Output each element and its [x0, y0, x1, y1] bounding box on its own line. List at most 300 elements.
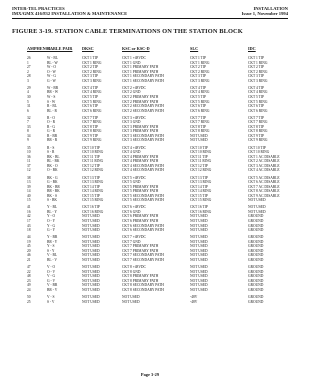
table-cell: NOT USED — [82, 287, 100, 292]
table-cell: GROUND — [248, 244, 264, 249]
table-cell: NOT USED — [82, 244, 100, 249]
table-cell: NOT USED — [190, 283, 208, 288]
table-cell: CKT 4 RING — [82, 90, 102, 95]
table-cell: CKT 1 TIP — [82, 56, 99, 60]
table-header — [12, 46, 288, 56]
table-cell: CKT 4 TIP — [190, 85, 207, 90]
table-cell: CKT 15 TIP — [190, 193, 208, 198]
table-cell: CKT 7 TIP — [82, 115, 99, 120]
table-row — [12, 300, 288, 305]
table-cell: CKT 2 +48VDC — [122, 85, 146, 90]
table-cell: S - W — [47, 99, 56, 104]
table-cell: 8 — [27, 129, 29, 134]
table-cell: NOT USED — [190, 269, 208, 274]
table-cell: BK - S — [47, 193, 57, 198]
column-header-idc: IDC — [248, 46, 256, 51]
column-header-ksc: KSC or KSC-D — [122, 46, 150, 51]
table-cell: CKT 13 RING — [190, 180, 212, 185]
table-cell: CKT 1 SECONDARY PATH — [122, 74, 164, 79]
table-cell: CKT 3 TIP — [82, 74, 99, 79]
table-cell: W - O — [47, 65, 56, 70]
table-cell: CKT 8 RING — [248, 129, 268, 134]
table-cell: NOT USED — [82, 257, 100, 262]
table-cell: CKT 16 RING — [190, 209, 212, 214]
table-cell: Y - BR — [47, 235, 58, 240]
table-row — [12, 228, 288, 233]
table-row — [12, 168, 288, 173]
table-cell: CKT 13 TIP — [190, 175, 208, 180]
table-cell: CKT 13 RING — [82, 180, 104, 185]
table-cell: 46 — [27, 253, 31, 258]
table-cell: BK - BL — [47, 154, 60, 159]
table-cell: 30 — [27, 94, 31, 99]
table-cell: GROUND — [248, 253, 264, 258]
table-cell: CKT 3 PRIMARY PATH — [122, 129, 159, 134]
table-row — [12, 288, 288, 293]
table-cell: BR - BK — [47, 189, 60, 194]
table-cell: CKT 2 SECONDARY PATH — [122, 104, 164, 109]
table-cell: CKT 4 GND — [122, 150, 141, 155]
table-cell: CKT 14 RING — [82, 189, 104, 194]
table-cell: 41 — [27, 205, 31, 210]
table-cell: CKT 1 PRIMARY PATH — [122, 69, 159, 74]
table-cell: G - R — [47, 129, 55, 134]
table-cell: CKT 11 TIP — [190, 154, 208, 159]
table-cell: 12 — [27, 168, 31, 173]
issue-date: Issue 1, November 1994 — [241, 11, 288, 17]
column-header-amphenol: AMPHENOL — [27, 46, 52, 51]
table-cell: NOT USED — [82, 235, 100, 240]
table-cell: S - Y — [47, 248, 55, 253]
header-right — [242, 6, 288, 17]
table-cell: CKT 1 GND — [122, 60, 141, 65]
table-cell: CKT 2 PRIMARY PATH — [122, 94, 159, 99]
table-cell: CKT 4 RING — [248, 90, 268, 95]
table-cell: 17 — [27, 219, 31, 224]
table-cell: CKT 1 SECONDARY PATH — [122, 78, 164, 83]
table-cell: S - R — [47, 150, 55, 155]
table-cell: NOT USED — [82, 214, 100, 219]
table-cell: CKT 8 GND — [122, 269, 141, 274]
table-cell: Y - S — [47, 244, 55, 249]
table-cell: Y - O — [47, 214, 56, 219]
table-cell: CKT 3 RING — [248, 78, 268, 83]
table-cell: NOT USED — [190, 274, 208, 279]
table-cell: CKT 2 RING — [190, 69, 210, 74]
table-cell: CKT 7 TIP — [190, 115, 207, 120]
table-cell: 22 — [27, 269, 31, 274]
section-title: INSTALLATION — [253, 6, 288, 11]
table-cell: NOT USED — [82, 228, 100, 233]
table-cell: CKT 7 RING — [190, 120, 210, 125]
table-cell: GROUND — [248, 239, 264, 244]
table-cell: O - W — [47, 69, 56, 74]
table-cell: 1 — [27, 60, 29, 65]
table-cell: 34 — [27, 133, 31, 138]
table-cell: 2 — [27, 69, 29, 74]
table-cell: CKT 6 TIP — [190, 104, 207, 109]
table-cell: CKT 16 RING — [82, 209, 104, 214]
table-cell: CKT 2 TIP — [82, 65, 99, 70]
table-cell: CKT 9 RING — [82, 138, 102, 143]
table-cell: CKT 5 RING — [190, 99, 210, 104]
table-row — [12, 198, 288, 203]
table-cell: CKT 5 +48VDC — [122, 175, 146, 180]
table-cell: CKT 6 RING — [248, 108, 268, 113]
table-cell: CKT 2 SECONDARY PATH — [122, 108, 164, 113]
table-cell: 14 — [27, 189, 31, 194]
table-cell: CKT 5 SECONDARY PATH — [122, 198, 164, 203]
table-cell: GROUND — [248, 274, 264, 279]
table-cell: NOT USED — [190, 133, 208, 138]
table-cell: CKT 7 SECONDARY PATH — [122, 253, 164, 258]
table-cell: BL - BK — [47, 159, 60, 164]
table-cell: V - S — [47, 295, 55, 299]
table-cell: NOT USED — [82, 274, 100, 279]
table-cell: 25 — [27, 299, 31, 304]
table-cell: NOT USED — [82, 283, 100, 288]
table-cell: CKT 4 TIP — [82, 85, 99, 90]
table-cell: 31 — [27, 104, 31, 109]
page-number: Page 3-29 — [140, 372, 160, 377]
table-cell: CKT 5 TIP — [82, 94, 99, 99]
column-header-dksc: DKSC — [82, 46, 94, 51]
table-cell: CKT 1 AC DISABLE — [248, 154, 280, 159]
table-cell: CKT 7 RING — [248, 120, 268, 125]
table-cell: 3 — [27, 78, 29, 83]
table-row — [12, 138, 288, 143]
table-cell: CKT 8 +48VDC — [122, 265, 146, 270]
table-cell: CKT 6 AC DISABLE — [248, 180, 280, 185]
table-cell: O - V — [47, 269, 56, 274]
table-cell: O - BK — [47, 168, 58, 173]
table-cell: 4 — [27, 90, 29, 95]
table-cell: CKT 5 AC DISABLE — [248, 175, 280, 180]
table-cell: CKT 9 AC DISABLE — [248, 193, 280, 198]
table-cell: CKT 5 RING — [248, 99, 268, 104]
table-cell: NOT USED — [82, 248, 100, 253]
table-cell: CKT 6 TIP — [248, 104, 265, 109]
table-cell: NOT USED — [190, 235, 208, 240]
table-cell: NOT USED — [248, 198, 266, 203]
table-cell: 42 — [27, 214, 31, 219]
table-cell: CKT 11 RING — [82, 159, 104, 164]
table-cell: 7 — [27, 120, 29, 125]
table-cell: GROUND — [248, 299, 264, 304]
table-cell: G - V — [47, 278, 56, 283]
table-cell: V - O — [47, 265, 56, 270]
table-cell: CKT 2 TIP — [190, 65, 207, 70]
table-cell: BK - O — [47, 163, 58, 168]
table-cell: CKT 7 AC DISABLE — [248, 184, 280, 189]
table-cell: 10 — [27, 150, 31, 155]
table-cell: CKT 3 PRIMARY PATH — [122, 124, 159, 129]
table-cell: CKT 2 GND — [122, 90, 141, 95]
table-cell: BR - R — [47, 138, 58, 143]
table-cell: 11 — [27, 159, 31, 164]
table-cell: R - O — [47, 115, 55, 120]
table-cell: 33 — [27, 124, 31, 129]
table-cell: CKT 10 RING — [82, 150, 104, 155]
table-cell: CKT 14 RING — [190, 189, 212, 194]
table-cell: GROUND — [248, 248, 264, 253]
table-cell: GROUND — [248, 219, 264, 224]
table-cell: W - BR — [47, 85, 59, 90]
table-cell: 9 — [27, 138, 29, 143]
table-cell: 40 — [27, 193, 31, 198]
table-cell: NOT USED — [190, 265, 208, 270]
table-cell: -48V — [190, 295, 198, 299]
table-cell: NOT USED — [190, 253, 208, 258]
termination-table — [12, 46, 288, 304]
table-cell: CKT 10 RING — [248, 150, 270, 155]
table-cell: CKT 6 +48VDC — [122, 205, 146, 210]
table-cell: R - G — [47, 124, 55, 129]
table-cell: S - BK — [47, 198, 57, 203]
table-cell: R - S — [47, 145, 55, 150]
table-cell: CKT 4 SECONDARY PATH — [122, 168, 164, 173]
table-cell: GROUND — [248, 257, 264, 262]
table-cell: CKT 6 GND — [122, 209, 141, 214]
table-cell: CKT 5 PRIMARY PATH — [122, 184, 159, 189]
table-cell: CKT 8 PRIMARY PATH — [122, 274, 159, 279]
table-cell: NOT USED — [190, 278, 208, 283]
table-cell: NOT USED — [190, 248, 208, 253]
table-cell: 6 — [27, 108, 29, 113]
table-cell: BL - Y — [47, 209, 57, 214]
table-cell: CKT 9 RING — [248, 138, 268, 143]
table-cell: CKT 8 TIP — [82, 124, 99, 129]
table-cell: 39 — [27, 184, 31, 189]
table-cell: BK - BR — [47, 184, 60, 189]
table-cell: 44 — [27, 235, 31, 240]
table-cell: BL - W — [47, 60, 58, 65]
table-cell: CKT 8 RING — [190, 129, 210, 134]
table-cell: CKT 15 RING — [82, 198, 104, 203]
table-cell: CKT 6 PRIMARY PATH — [122, 214, 159, 219]
table-cell: CKT 8 SECONDARY PATH — [122, 287, 164, 292]
table-cell: CKT 14 TIP — [82, 184, 100, 189]
table-cell: GROUND — [248, 269, 264, 274]
table-cell: NOT USED — [190, 223, 208, 228]
table-cell: BR - V — [47, 287, 58, 292]
table-cell: CKT 4 +48VDC — [122, 145, 146, 150]
table-cell: 26 — [27, 56, 31, 60]
table-cell: CKT 8 RING — [82, 129, 102, 134]
table-cell: CKT 8 SECONDARY PATH — [122, 283, 164, 288]
table-cell: CKT 2 RING — [248, 69, 268, 74]
table-cell: CKT 3 GND — [122, 120, 141, 125]
column-header-cable-pair: CABLE PAIR — [47, 46, 73, 51]
table-cell: 24 — [27, 287, 31, 292]
table-row — [12, 79, 288, 84]
table-cell: CKT 8 TIP — [190, 124, 207, 129]
table-cell: 36 — [27, 154, 31, 159]
table-cell: 35 — [27, 145, 31, 150]
table-cell: CKT 15 TIP — [82, 193, 100, 198]
table-cell: NOT USED — [190, 214, 208, 219]
table-cell: CKT 5 RING — [82, 99, 102, 104]
table-cell: CKT 4 SECONDARY PATH — [122, 163, 164, 168]
table-cell: 13 — [27, 180, 31, 185]
table-cell: CKT 7 PRIMARY PATH — [122, 244, 159, 249]
table-cell: GROUND — [248, 278, 264, 283]
table-cell: 28 — [27, 74, 31, 79]
table-cell: CKT 6 PRIMARY PATH — [122, 219, 159, 224]
figure-title: FIGURE 3-19. STATION CABLE TERMINATIONS ON THE STATION BLOCK — [12, 28, 243, 35]
table-cell: NOT USED — [82, 269, 100, 274]
table-cell: CKT 10 RING — [190, 150, 212, 155]
table-cell: CKT 14 TIP — [190, 184, 208, 189]
table-cell: CKT 7 TIP — [248, 115, 265, 120]
table-cell: CKT 11 TIP — [82, 154, 100, 159]
table-cell: 23 — [27, 278, 31, 283]
table-cell: CKT 2 TIP — [248, 65, 265, 70]
table-cell: NOT USED — [82, 219, 100, 224]
table-cell: CKT 4 PRIMARY PATH — [122, 159, 159, 164]
table-cell: NOT USED — [82, 299, 100, 304]
table-row — [12, 258, 288, 263]
manual-title: IMX/GMX 416/832 INSTALLATION & MAINTENANCE — [12, 11, 128, 17]
table-cell: BR - Y — [47, 239, 58, 244]
table-cell: -48V — [190, 299, 198, 304]
table-cell: CKT 3 RING — [82, 78, 102, 83]
table-cell: BL - R — [47, 108, 57, 113]
table-cell: CKT 3 RING — [190, 78, 210, 83]
table-cell: CKT 2 RING — [82, 69, 102, 74]
table-cell: CKT 6 TIP — [82, 104, 99, 109]
table-cell: NOT USED — [82, 265, 100, 270]
table-row — [12, 109, 288, 114]
table-cell: R - BL — [47, 104, 57, 109]
header-rule — [12, 18, 288, 19]
table-cell: GROUND — [248, 223, 264, 228]
table-cell: BK - G — [47, 175, 58, 180]
table-cell: NOT USED — [248, 205, 266, 210]
table-cell: NOT USED — [82, 278, 100, 283]
table-cell: CKT 12 RING — [190, 168, 212, 173]
header-left — [12, 6, 127, 17]
table-cell: CKT 5 SECONDARY PATH — [122, 193, 164, 198]
table-cell: G - Y — [47, 228, 56, 233]
table-cell: GROUND — [248, 287, 264, 292]
table-cell: CKT 11 RING — [190, 159, 212, 164]
table-cell: CKT 7 PRIMARY PATH — [122, 248, 159, 253]
table-cell: CKT 1 RING — [82, 60, 102, 65]
table-cell: CKT 13 TIP — [82, 175, 100, 180]
table-cell: NOT USED — [82, 295, 100, 299]
table-cell: CKT 1 RING — [248, 60, 268, 65]
table-cell: V - BL — [47, 253, 58, 258]
table-cell: NOT USED — [190, 138, 208, 143]
table-cell: W - S — [47, 94, 56, 99]
table-cell: NOT USED — [122, 295, 140, 299]
table-cell: 20 — [27, 248, 31, 253]
table-cell: CKT 16 TIP — [190, 205, 208, 210]
table-cell: CKT 5 GND — [122, 180, 141, 185]
table-cell: GROUND — [248, 283, 264, 288]
table-cell: 16 — [27, 209, 31, 214]
table-cell: CKT 3 AC DISABLE — [248, 163, 280, 168]
table-cell: 18 — [27, 228, 31, 233]
table-cell: CKT 1 RING — [190, 60, 210, 65]
table-cell: CKT 7 GND — [122, 239, 141, 244]
table-cell: CKT 2 AC DISABLE — [248, 159, 280, 164]
table-cell: GROUND — [248, 228, 264, 233]
table-cell: 15 — [27, 198, 31, 203]
table-cell: CKT 12 TIP — [190, 163, 208, 168]
table-cell: CKT 5 TIP — [248, 94, 265, 99]
table-cell: 5 — [27, 99, 29, 104]
table-cell: NOT USED — [122, 299, 140, 304]
table-cell: CKT 12 TIP — [82, 163, 100, 168]
table-cell: CKT 3 SECONDARY PATH — [122, 133, 164, 138]
table-cell: CKT 3 TIP — [248, 74, 265, 79]
table-cell: Y - BL — [47, 205, 58, 210]
table-cell: CKT 5 PRIMARY PATH — [122, 189, 159, 194]
table-cell: CKT 5 TIP — [190, 94, 207, 99]
table-cell: W - G — [47, 74, 56, 79]
table-cell: CKT 7 SECONDARY PATH — [122, 257, 164, 262]
table-cell: 29 — [27, 85, 31, 90]
table-cell: CKT 8 TIP — [248, 124, 265, 129]
table-cell: CKT 10 TIP — [190, 145, 208, 150]
table-cell: NOT USED — [190, 239, 208, 244]
table-cell: O - R — [47, 120, 55, 125]
table-cell: 49 — [27, 283, 31, 288]
table-cell: CKT 9 TIP — [82, 133, 99, 138]
table-cell: GROUND — [248, 295, 264, 299]
table-cell: NOT USED — [248, 209, 266, 214]
table-body — [12, 56, 288, 304]
table-cell: 48 — [27, 274, 31, 279]
table-cell: 45 — [27, 244, 31, 249]
table-cell: S - V — [47, 299, 55, 304]
table-cell: V - BR — [47, 283, 58, 288]
table-cell: NOT USED — [82, 253, 100, 258]
table-cell: CKT 2 PRIMARY PATH — [122, 99, 159, 104]
table-cell: CKT 6 SECONDARY PATH — [122, 223, 164, 228]
table-cell: BL - V — [47, 257, 57, 262]
table-cell: CKT 8 AC DISABLE — [248, 189, 280, 194]
table-cell: CKT 6 SECONDARY PATH — [122, 228, 164, 233]
table-cell: NOT USED — [190, 244, 208, 249]
table-cell: 21 — [27, 257, 31, 262]
table-cell: Y - G — [47, 223, 56, 228]
table-cell: CKT 12 RING — [82, 168, 104, 173]
table-cell: CKT 7 +48VDC — [122, 235, 146, 240]
table-cell: CKT 6 RING — [190, 108, 210, 113]
table-cell: CKT 7 RING — [82, 120, 102, 125]
table-cell: W - BL — [47, 56, 58, 60]
table-cell: 27 — [27, 65, 31, 70]
table-cell: CKT 1 PRIMARY PATH — [122, 65, 159, 70]
table-cell: CKT 3 TIP — [190, 74, 207, 79]
table-cell: 37 — [27, 163, 31, 168]
table-cell: CKT 3 +48VDC — [122, 115, 146, 120]
table-cell: NOT USED — [190, 228, 208, 233]
table-cell: 47 — [27, 265, 31, 270]
table-cell: G - W — [47, 78, 56, 83]
table-cell: NOT USED — [82, 223, 100, 228]
table-cell: CKT 8 PRIMARY PATH — [122, 278, 159, 283]
table-cell: 19 — [27, 239, 31, 244]
table-cell: GROUND — [248, 265, 264, 270]
table-cell: CKT 3 SECONDARY PATH — [122, 138, 164, 143]
table-cell: CKT 4 AC DISABLE — [248, 168, 280, 173]
table-cell: G - BK — [47, 180, 58, 185]
practices-title: INTER-TEL PRACTICES — [12, 6, 65, 11]
